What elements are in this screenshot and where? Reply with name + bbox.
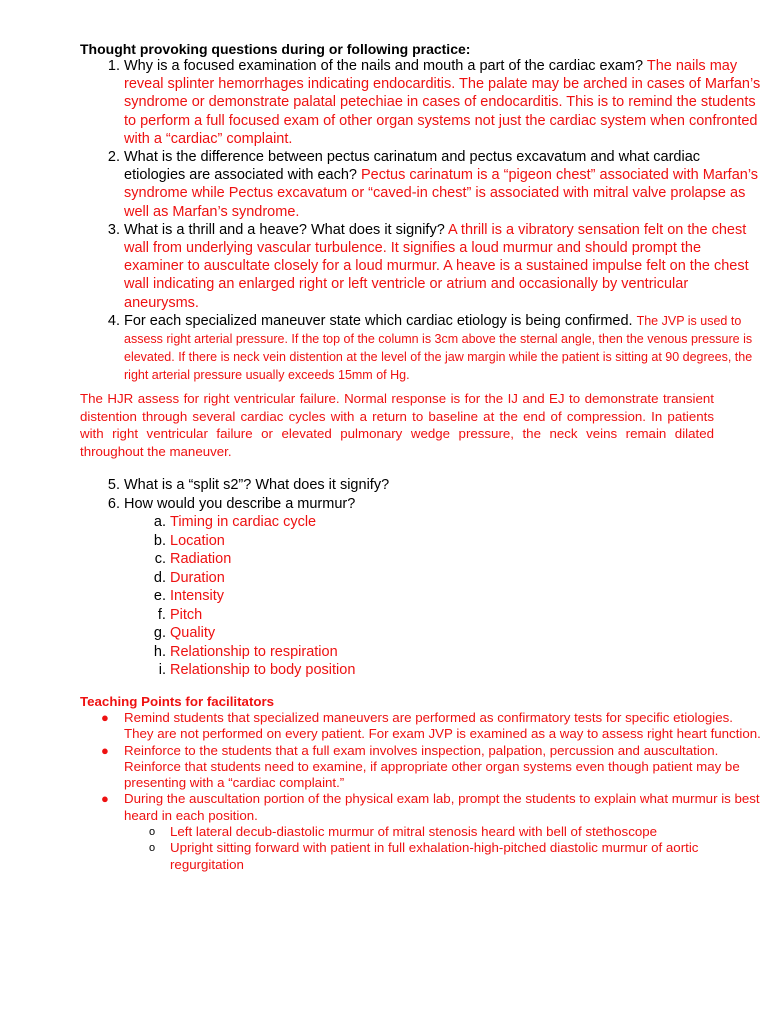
question-text: What is the difference between pectus carinatum and pectus excavatum and what cardiac etiologies are associated with each?: [124, 149, 701, 184]
teaching-point: [101, 742, 764, 792]
teaching-points-list: [80, 710, 764, 873]
bullet-icon: ●: [101, 710, 109, 725]
teaching-point-text: During the auscultation portion of the physical exam lab, prompt the students to explain what murmur is best heard in each position.: [124, 791, 760, 823]
question-text: What is a “split s2”? What does it signify?: [124, 477, 390, 493]
bullet-icon: ●: [101, 791, 109, 807]
murmur-item: g. Quality: [170, 624, 764, 643]
murmur-item: d. Duration: [170, 569, 764, 588]
answer-text: Pectus carinatum is a “pigeon chest” associated with Marfan’s syndrome while Pectus excavatum or “caved-in chest” is associated with mitral valve prolapse as well as Marfan’s syndrome.: [124, 167, 759, 220]
sub-point: [149, 824, 764, 840]
question-item: [124, 148, 764, 221]
teaching-point-text: Remind students that specialized maneuvers are performed as confirmatory tests for specific etiologies. They are not performed on every patient. For exam JVP is examined as a way to assess right heart function.: [124, 710, 761, 742]
teaching-point: [101, 791, 764, 872]
teaching-points-heading: Teaching Points for facilitators: [80, 694, 275, 709]
bullet-icon: ●: [101, 742, 109, 758]
circle-bullet-icon: o: [149, 826, 156, 839]
murmur-item: b. Location: [170, 532, 764, 551]
murmur-item: e. Intensity: [170, 587, 764, 606]
question-item: [124, 476, 764, 495]
question-item: [124, 221, 764, 312]
question-item: [124, 312, 764, 385]
question-text: What is a thrill and a heave? What does it signify?: [124, 221, 445, 238]
circle-bullet-icon: o: [149, 842, 156, 855]
question-item: [124, 495, 764, 680]
questions-list: [80, 57, 764, 385]
question-text: Why is a focused examination of the nails and mouth a part of the cardiac exam?: [124, 58, 644, 74]
murmur-item: c. Radiation: [170, 550, 764, 569]
answer-text: The JVP is used to assess right arterial pressure. If the top of the column is 3cm above the sternal angle, then the venous pressure is elevated. If there is neck vein distention at the level of the jaw margin while the patient is sitting at 90 degrees, the right arterial pressure usually exceeds 15mm of Hg.: [124, 313, 753, 383]
hjr-paragraph: The HJR assess for right ventricular failure. Normal response is for the IJ and EJ to demonstrate transient distention through several cardiac cycles with a return to baseline at the end of compression. In patients with right ventricular failure or elevated pulmonary wedge pressure, the neck veins remain dilated throughout the maneuver.: [80, 391, 714, 459]
murmur-item: h. Relationship to respiration: [170, 643, 764, 662]
question-item: [124, 57, 764, 148]
answer-text: The nails may reveal splinter hemorrhages indicating endocarditis. The palate may be arched in cases of Marfan’s syndrome or demonstrate palatal petechiae in cases of endocarditis. This is to remind the students to perform a full focused exam of other organ systems not just the cardiac system when confronted with a “cardiac” complaint.: [124, 58, 761, 147]
question-text: How would you describe a murmur?: [124, 495, 356, 512]
sub-point-text: Left lateral decub-diastolic murmur of mitral stenosis heard with bell of stethoscope: [170, 824, 658, 840]
murmur-item: f. Pitch: [170, 606, 764, 625]
teaching-point-text: Reinforce to the students that a full exam involves inspection, palpation, percussion and auscultation. Reinforce that students need to examine, if appropriate other organ systems even though patient may be presenting with a “cardiac complaint.”: [124, 742, 740, 791]
questions-heading: Thought provoking questions during or following practice:: [80, 41, 471, 57]
question-text: For each specialized maneuver state which cardiac etiology is being confirmed.: [124, 312, 633, 329]
murmur-item: i. Relationship to body position: [170, 661, 764, 680]
answer-text: A thrill is a vibratory sensation felt on the chest wall from underlying vascular turbulence. It signifies a loud murmur and should prompt the examiner to auscultate closely for a loud murmur. A heave is a sustained impulse felt on the chest wall indicating an enlarged right or left ventricle or atrium and occasionally by ventricular aneurysms.: [124, 221, 749, 311]
teaching-point: [101, 710, 764, 743]
questions-list-continued: [80, 476, 764, 680]
murmur-description-list: [124, 513, 764, 680]
position-sub-list: [124, 824, 764, 873]
sub-point-text: Upright sitting forward with patient in full exhalation-high-pitched diastolic murmur of aortic regurgitation: [170, 840, 699, 872]
murmur-item: a. Timing in cardiac cycle: [170, 513, 764, 532]
sub-point: [149, 840, 764, 873]
